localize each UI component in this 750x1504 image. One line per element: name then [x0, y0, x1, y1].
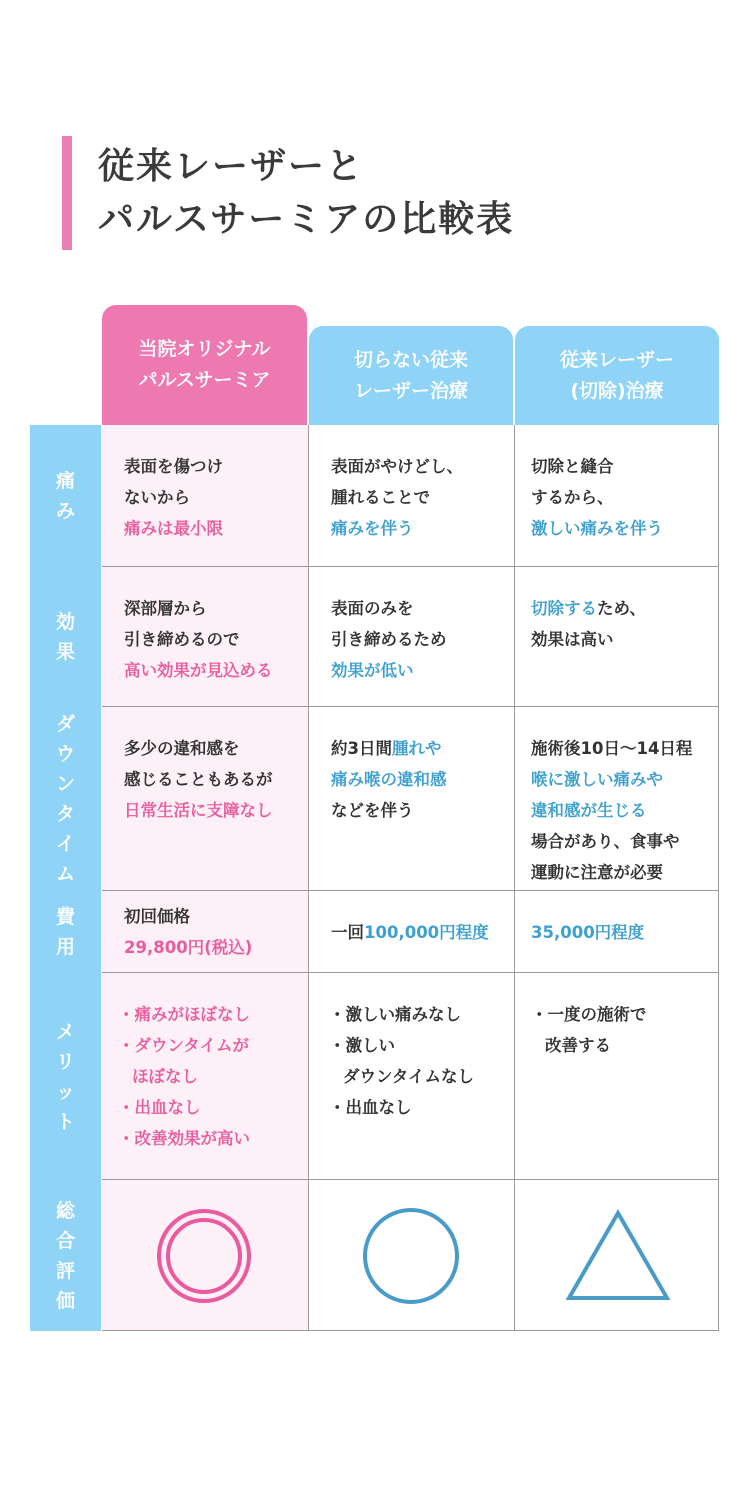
cell-overall-non-ablative	[309, 1180, 514, 1331]
divider	[102, 972, 719, 973]
page-title	[98, 140, 514, 246]
cell-cost-pulsethermia: 初回価格 29,800円(税込)	[102, 891, 308, 973]
row-label-pain: 痛み	[30, 425, 101, 567]
cell-pain-ablative: 切除と縫合 するから、 激しい痛みを伴う	[515, 425, 718, 567]
cell-overall-ablative	[515, 1180, 718, 1331]
divider	[514, 425, 515, 1331]
title-accent-bar	[62, 136, 72, 250]
cell-downtime-ablative: 施術後10日〜14日程 喉に激しい痛みや 違和感が生じる 場合があり、食事や 運動に注意が必要	[515, 707, 718, 891]
row-label-overall: 総合評価	[30, 1180, 101, 1331]
cell-merit-pulsethermia	[102, 973, 308, 1180]
cell-effect-non-ablative: 表面のみを 引き締めるため 効果が低い	[309, 567, 514, 707]
cell-pain-pulsethermia: 表面を傷つけ ないから 痛みは最小限	[102, 425, 308, 567]
row-label-effect: 効果	[30, 567, 101, 707]
column-header-ablative-laser: 従来レーザー (切除)治療	[515, 326, 719, 425]
cell-merit-non-ablative	[309, 973, 514, 1180]
list-item: ・激しい	[329, 1036, 395, 1055]
list-item: ・痛みがほぼなし	[118, 1005, 250, 1024]
cell-cost-non-ablative: 一回100,000円程度	[309, 891, 514, 973]
cell-overall-pulsethermia	[102, 1180, 308, 1331]
list-item: ・出血なし	[329, 1098, 412, 1117]
divider	[102, 1330, 719, 1331]
divider	[102, 566, 719, 567]
divider	[308, 425, 309, 1331]
double-circle-icon	[154, 1206, 254, 1306]
cell-effect-ablative: 切除するため、 効果は高い	[515, 567, 718, 707]
list-item: ・激しい痛みなし	[329, 1005, 461, 1024]
list-item: ・ダウンタイムが	[118, 1036, 250, 1055]
cell-pain-non-ablative: 表面がやけどし、 腫れることで 痛みを伴う	[309, 425, 514, 567]
list-item: ダウンタイムなし	[343, 1067, 475, 1086]
list-item: ・一度の施術で	[531, 1005, 647, 1024]
cell-downtime-non-ablative: 約3日間腫れや 痛み喉の違和感 などを伴う	[309, 707, 514, 891]
divider	[102, 890, 719, 891]
cell-merit-ablative	[515, 973, 718, 1180]
cell-effect-pulsethermia: 深部層から 引き締めるので 高い効果が見込める	[102, 567, 308, 707]
list-item: ・出血なし	[118, 1098, 201, 1117]
row-label-downtime: ダウンタイム	[30, 707, 101, 891]
row-label-merit: メリット	[30, 973, 101, 1180]
list-item: ほぼなし	[132, 1067, 198, 1086]
divider	[102, 706, 719, 707]
column-header-pulsethermia: 当院オリジナル パルスサーミア	[102, 305, 307, 425]
column-header-non-ablative-laser: 切らない従来 レーザー治療	[309, 326, 513, 425]
title-line-2: パルスサーミアの比較表	[98, 199, 515, 240]
cell-downtime-pulsethermia: 多少の違和感を 感じることもあるが 日常生活に支障なし	[102, 707, 308, 891]
circle-icon	[361, 1206, 461, 1306]
row-label-cost: 費用	[30, 891, 101, 973]
divider	[102, 1179, 719, 1180]
list-item: ・改善効果が高い	[118, 1129, 250, 1148]
triangle-icon	[563, 1208, 673, 1302]
cell-cost-ablative: 35,000円程度	[515, 891, 718, 973]
divider	[718, 425, 719, 1331]
list-item: 改善する	[545, 1036, 611, 1055]
title-line-1: 従来レーザーと	[98, 146, 365, 187]
